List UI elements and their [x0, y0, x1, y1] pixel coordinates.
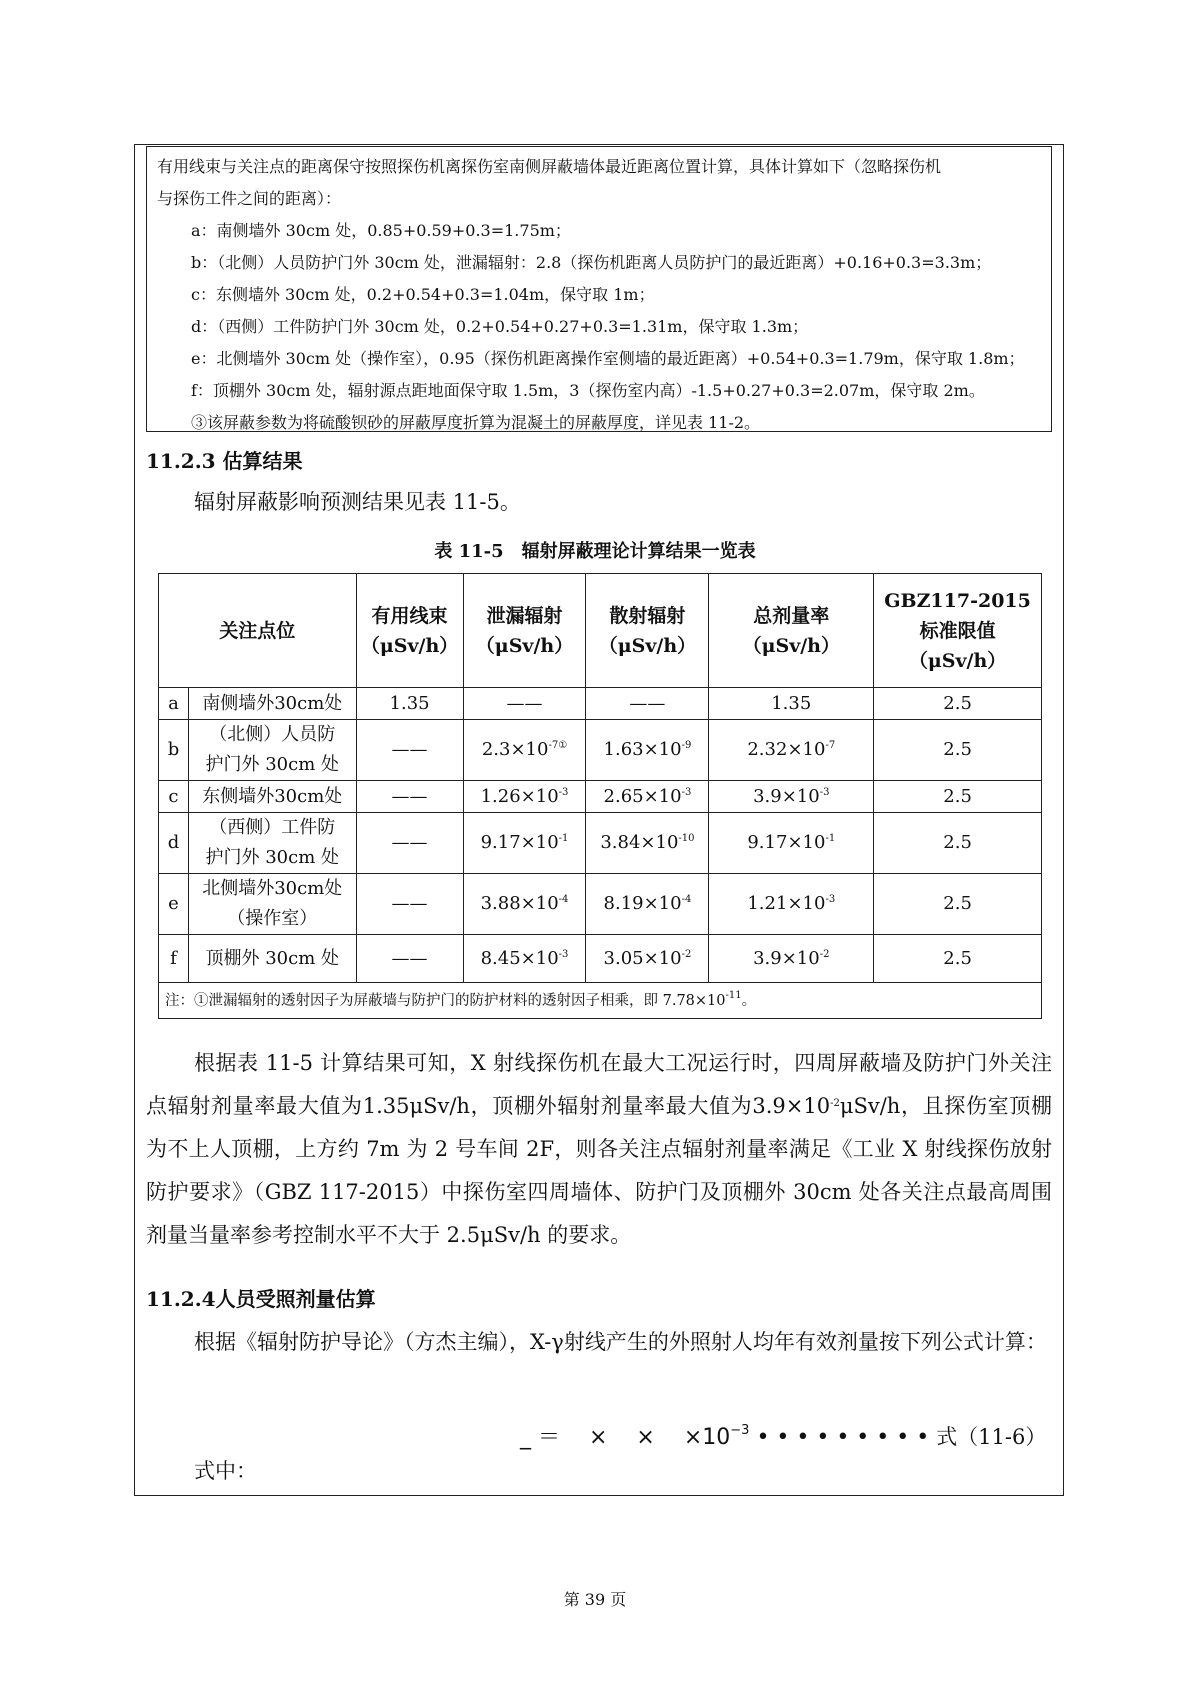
note-item-c: c：东侧墙外 30cm 处，0.2+0.54+0.3=1.04m，保守取 1m；	[191, 285, 655, 304]
header-scatter: 散射辐射 （μSv/h）	[586, 574, 709, 688]
table-row	[159, 688, 1042, 720]
note-item-f: f：顶棚外 30cm 处，辐射源点距地面保守取 1.5m，3（探伤室内高）-1.5+0.27+0.3=2.07m，保守取 2m。	[191, 381, 985, 400]
section-heading-1124: 11.2.4人员受照剂量估算	[146, 1287, 376, 1311]
note-line-1: 有用线束与关注点的距离保守按照探伤机离探伤室南侧屏蔽墙体最近距离位置计算，具体计算如下（忽略探伤机	[157, 157, 942, 176]
table-caption: 表 11-5 辐射屏蔽理论计算结果一览表	[434, 541, 756, 562]
header-location: 关注点位	[159, 574, 357, 688]
section-1123-intro: 辐射屏蔽影响预测结果见表 11-5。	[194, 490, 521, 514]
table-row	[159, 781, 1042, 813]
section-1124-intro: 根据《辐射防护导论》（方杰主编），X-γ射线产生的外照射人均年有效剂量按下列公式计算：	[194, 1330, 1047, 1354]
cell-total: $3.9\times 10^{-3}$	[709, 781, 874, 813]
cell-scatter: $3.05\times 10^{-2}$	[586, 935, 709, 983]
formula-11-6: _ ＝ × × $\times 10^{-3}$ • • • • • • • • • 式（11-6）	[520, 1423, 1047, 1450]
note-item-d: d：（西侧）工件防护门外 30cm 处，0.2+0.54+0.27+0.3=1.31m，保守取 1.3m；	[191, 317, 809, 336]
cell-leakage: ——	[463, 688, 586, 720]
cell-total: $9.17\times 10^{-1}$	[709, 813, 874, 874]
note-line-2: 与探伤工件之间的距离）：	[157, 189, 342, 208]
cell-leakage: $3.88\times 10^{-4}$	[463, 874, 586, 935]
note-item-e: e：北侧墙外 30cm 处（操作室），0.95（探伤机距离操作室侧墙的最近距离）+0.54+0.3=1.79m，保守取 1.8m；	[191, 349, 1025, 368]
row-location: 东侧墙外30cm处	[188, 781, 356, 813]
cell-useful: ——	[356, 813, 463, 874]
cell-leakage: $8.45\times 10^{-3}$	[463, 935, 586, 983]
cell-total: $1.21\times 10^{-3}$	[709, 874, 874, 935]
row-location: （西侧）工件防 护门外 30cm 处	[188, 813, 356, 874]
row-id: e	[159, 874, 189, 935]
row-id: c	[159, 781, 189, 813]
note-item-3: ③该屏蔽参数为将硫酸钡砂的屏蔽厚度折算为混凝土的屏蔽厚度，详见表 11-2。	[191, 413, 761, 432]
cell-limit: 2.5	[874, 935, 1042, 983]
header-total: 总剂量率 （μSv/h）	[709, 574, 874, 688]
cell-useful: 1.35	[356, 688, 463, 720]
row-location: 顶棚外 30cm 处	[188, 935, 356, 983]
results-table	[158, 573, 1042, 1019]
page-number: 第 39 页	[563, 1590, 627, 1609]
cell-leakage: $1.26\times 10^{-3}$	[463, 781, 586, 813]
conclusion-paragraph: 根据表 11-5 计算结果可知，X 射线探伤机在最大工况运行时，四周屏蔽墙及防护门外关注点辐射剂量率最大值为1.35μSv/h，顶棚外辐射剂量率最大值为$3.9\times 10^{-2}\mu Sv/h$，且探伤室顶棚为不上人顶棚，上方约 7m 为 2 号车间 2F，则各关注点辐射剂量率满足《工业 X 射线探伤放射防护要求》（GBZ 117-2015）中探伤室四周墙体、防护门及顶棚外 30cm 处各关注点最高周围剂量当量率参考控制水平不大于 2.5μSv/h 的要求。	[146, 1051, 1053, 1247]
cell-useful: ——	[356, 720, 463, 781]
cell-total: $2.32\times 10^{-7}$	[709, 720, 874, 781]
table-row	[159, 935, 1042, 983]
cell-total: 1.35	[709, 688, 874, 720]
row-id: b	[159, 720, 189, 781]
section-heading-1123: 11.2.3 估算结果	[146, 449, 303, 473]
header-useful-beam: 有用线束 （μSv/h）	[356, 574, 463, 688]
cell-limit: 2.5	[874, 781, 1042, 813]
cell-limit: 2.5	[874, 813, 1042, 874]
table-note-row	[159, 983, 1042, 1019]
row-location: 南侧墙外30cm处	[188, 688, 356, 720]
cell-leakage: $2.3\times 10^{-7①}$	[463, 720, 586, 781]
row-location: 北侧墙外30cm处 （操作室）	[188, 874, 356, 935]
cell-scatter: $8.19\times 10^{-4}$	[586, 874, 709, 935]
cell-scatter: $1.63\times 10^{-9}$	[586, 720, 709, 781]
row-id: f	[159, 935, 189, 983]
cell-leakage: $9.17\times 10^{-1}$	[463, 813, 586, 874]
header-leakage: 泄漏辐射 （μSv/h）	[463, 574, 586, 688]
cell-total: $3.9\times 10^{-2}$	[709, 935, 874, 983]
row-location: （北侧）人员防 护门外 30cm 处	[188, 720, 356, 781]
row-id: d	[159, 813, 189, 874]
table-row	[159, 874, 1042, 935]
cell-limit: 2.5	[874, 720, 1042, 781]
where-label: 式中：	[194, 1459, 257, 1483]
cell-scatter: $3.84\times 10^{-10}$	[586, 813, 709, 874]
cell-useful: ——	[356, 935, 463, 983]
calculation-notes-box	[146, 146, 1052, 432]
header-limit: GBZ117-2015 标准限值 （μSv/h）	[874, 574, 1042, 688]
cell-limit: 2.5	[874, 688, 1042, 720]
cell-useful: ——	[356, 874, 463, 935]
row-id: a	[159, 688, 189, 720]
cell-useful: ——	[356, 781, 463, 813]
table-row	[159, 813, 1042, 874]
cell-scatter: $2.65\times 10^{-3}$	[586, 781, 709, 813]
table-header-row	[159, 574, 1042, 688]
note-item-a: a：南侧墙外 30cm 处，0.85+0.59+0.3=1.75m；	[191, 221, 571, 240]
cell-scatter: ——	[586, 688, 709, 720]
table-footnote: 注：①泄漏辐射的透射因子为屏蔽墙与防护门的防护材料的透射因子相乘，即 $7.78\times 10^{-11}$。	[159, 983, 1042, 1019]
cell-limit: 2.5	[874, 874, 1042, 935]
note-item-b: b：（北侧）人员防护门外 30cm 处，泄漏辐射：2.8（探伤机距离人员防护门的最近距离）+0.16+0.3=3.3m；	[191, 253, 992, 272]
table-row	[159, 720, 1042, 781]
